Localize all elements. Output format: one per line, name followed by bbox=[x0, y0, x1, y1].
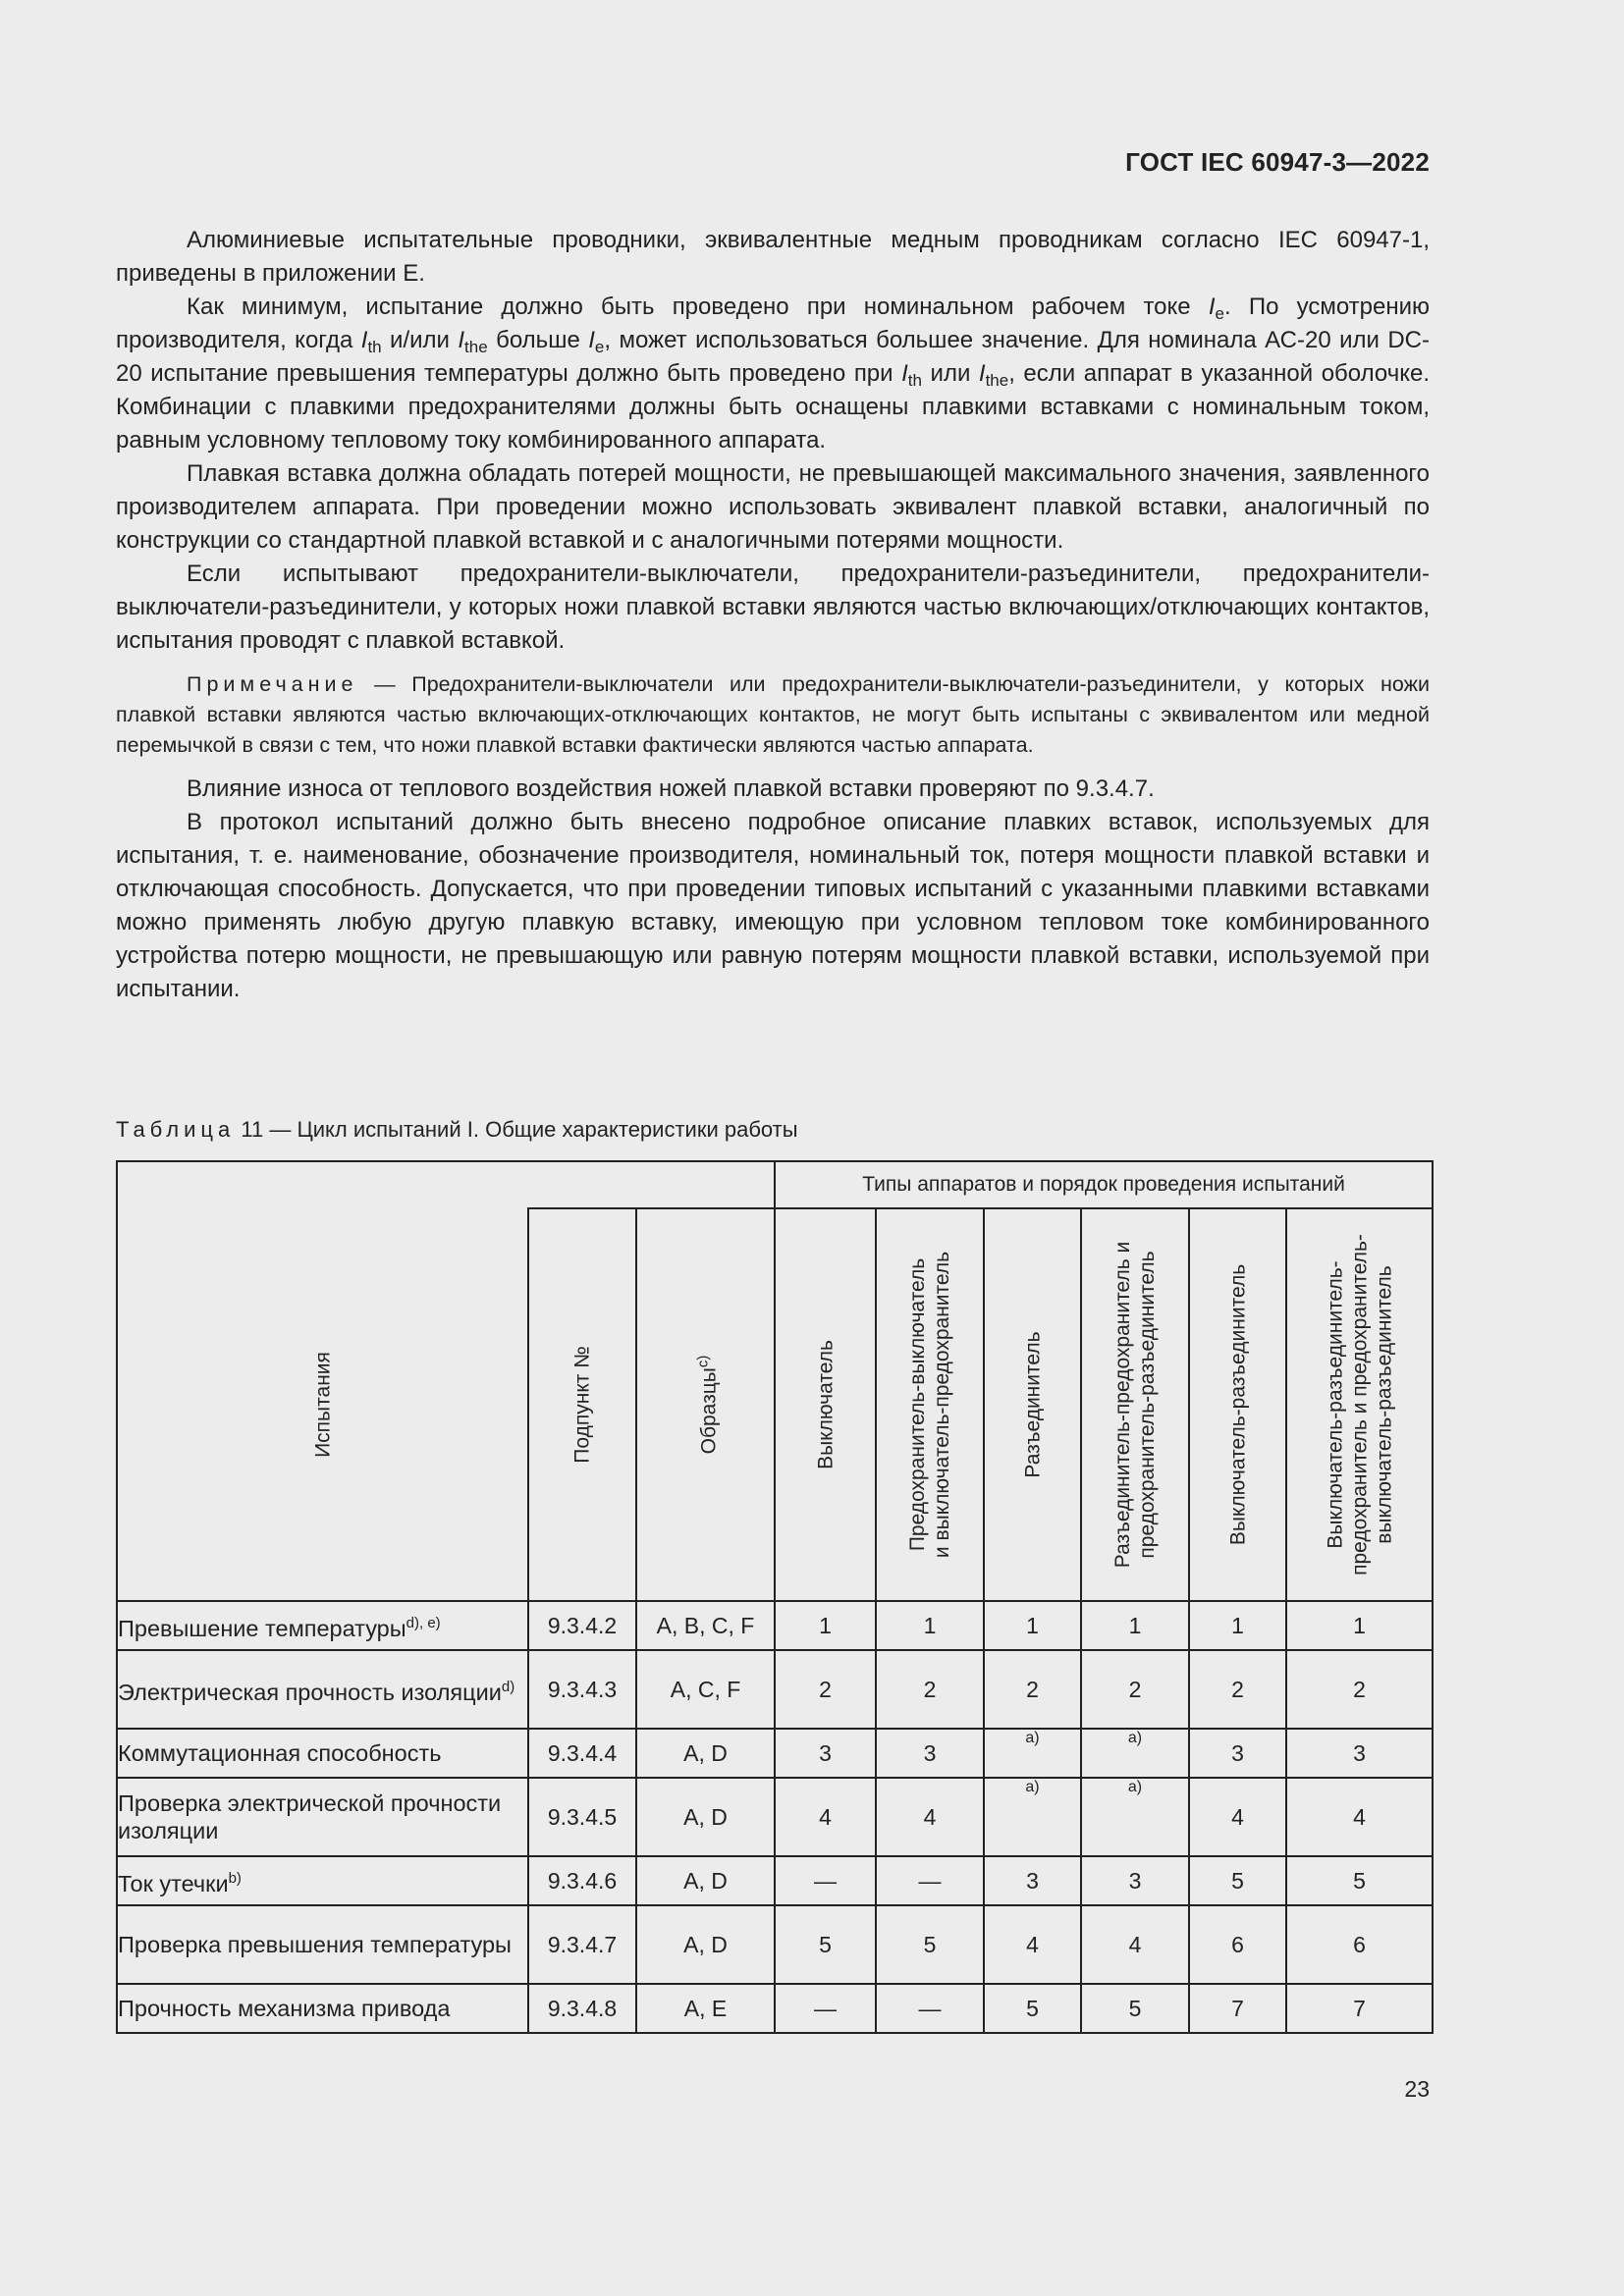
page-number: 23 bbox=[1404, 2076, 1430, 2102]
table-row: Прочность механизма привода 9.3.4.8 A, E — — 5 5 7 7 bbox=[117, 1984, 1433, 2033]
device-types-header: Типы аппаратов и порядок проведения испытаний bbox=[775, 1161, 1433, 1208]
paragraph: Как минимум, испытание должно быть проведено при номинальном рабочем токе $I_e$. По усмотрению производителя, когда $I_{th}$ и/или $I_{the}$ больше $I_e$, может использоваться большее значение. Для номинала АС-20 или DC-20 испытание превышения температуры должно быть проведено при $I_{th}$ или $I_{the}$, если аппарат в указанной оболочке. Комбинации с плавкими предохранителями должны быть оснащены плавкими вставками с номинальным током, равным условному тепловому току комбинированного аппарата. bbox=[116, 294, 1431, 454]
table-row: Электрическая прочность изоляции$^{d)}$ 9.3.4.3 A, C, F 2 2 2 2 2 2 bbox=[117, 1650, 1433, 1729]
header-disconnector: Разъединитель bbox=[984, 1208, 1081, 1601]
table-row: Проверка электрической прочности изоляции 9.3.4.5 A, D 4 4 a) a) 4 4 bbox=[117, 1778, 1433, 1856]
table-row: Ток утечки$^{b)}$ 9.3.4.6 A, D — — 3 3 5 5 bbox=[117, 1856, 1433, 1905]
header-switch-disconnector: Выключатель-разъединитель bbox=[1189, 1208, 1286, 1601]
paragraph: В протокол испытаний должно быть внесено подробное описание плавких вставок, используемых для испытания, т. е. наименование, обозначение производителя, номинальный ток, потеря мощности плавкой вставки и отключающая способность. Допускается, что при проведении типовых испытаний с указанными плавкими вставками можно применять любую другую плавкую вставку, имеющую при условном тепловом токе комбинированного устройства потерю мощности, не превышающую или равную потерям мощности плавкой вставки, используемой при испытании. bbox=[116, 809, 1430, 1002]
paragraph: Плавкая вставка должна обладать потерей мощности, не превышающей максимального значения, заявленного производителем аппарата. При проведении можно использовать эквивалент плавкой вставки, аналогичный по конструкции со стандартной плавкой вставкой и с аналогичными потерями мощности. bbox=[116, 460, 1430, 554]
table-row: Коммутационная способность 9.3.4.4 A, D 3 3 a) a) 3 3 bbox=[117, 1729, 1433, 1778]
table-caption: Таблица 11 — Цикл испытаний I. Общие характеристики работы bbox=[116, 1117, 798, 1142]
header-tests: Испытания bbox=[117, 1208, 528, 1601]
paragraph: Влияние износа от теплового воздействия ножей плавкой вставки проверяют по 9.3.4.7. bbox=[187, 775, 1155, 802]
header-switch: Выключатель bbox=[775, 1208, 876, 1601]
table-row: Превышение температуры$^{d), e)}$ 9.3.4.2 A, B, C, F 1 1 1 1 1 1 bbox=[117, 1601, 1433, 1650]
body-text bbox=[116, 224, 1430, 1006]
paragraph: Если испытывают предохранители-выключатели, предохранители-разъединители, предохранители-выключатели-разъединители, у которых ножи плавкой вставки являются частью включающих/отключающих контактов, испытания проводят с плавкой вставкой. bbox=[116, 561, 1430, 654]
header-switch-disconnector-fuse: Выключатель-разъединитель- предохранитель и предохранитель- выключатель-разъединитель bbox=[1286, 1208, 1433, 1601]
document-header: ГОСТ IEC 60947-3—2022 bbox=[1125, 147, 1430, 177]
header-subclause: Подпункт № bbox=[528, 1208, 636, 1601]
test-sequence-table bbox=[116, 1160, 1434, 2034]
header-samples: Образцы$^{c)}$ bbox=[636, 1208, 775, 1601]
note: Примечание — Предохранители-выключатели или предохранители-выключатели-разъединители, у которых ножи плавкой вставки являются частью включающих-отключающих контактов, не могут быть испытаны с эквивалентом или медной перемычкой в связи с тем, что ножи плавкой вставки фактически являются частью аппарата. bbox=[116, 672, 1430, 757]
header-fuse-switch: Предохранитель-выключатель и выключатель-предохранитель bbox=[876, 1208, 984, 1601]
note-label: Примечание bbox=[187, 672, 358, 696]
table-row: Проверка превышения температуры 9.3.4.7 A, D 5 5 4 4 6 6 bbox=[117, 1905, 1433, 1984]
header-disconnector-fuse: Разъединитель-предохранитель и предохранитель-разъединитель bbox=[1081, 1208, 1189, 1601]
paragraph: Алюминиевые испытательные проводники, эквивалентные медным проводникам согласно IEC 60947-1, приведены в приложении Е. bbox=[116, 227, 1430, 287]
